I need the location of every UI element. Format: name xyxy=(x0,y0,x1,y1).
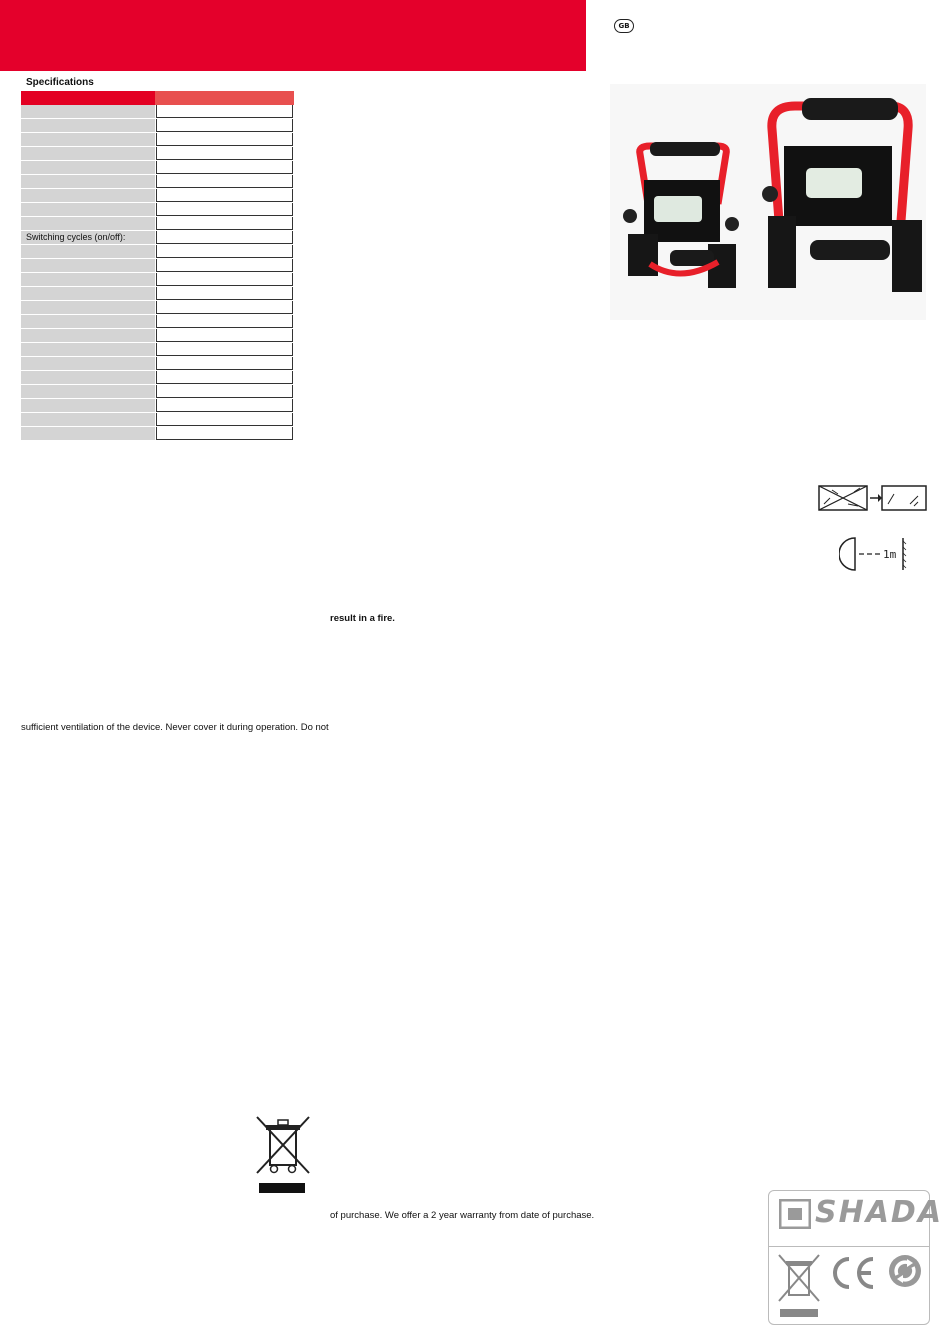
header-cell-right xyxy=(155,91,294,105)
spec-label xyxy=(21,105,155,118)
specifications-table xyxy=(21,91,294,441)
spec-row xyxy=(21,371,294,385)
spec-label xyxy=(21,329,155,342)
spec-value xyxy=(156,189,293,202)
crossed-bin-icon xyxy=(254,1115,312,1195)
spec-row xyxy=(21,105,294,119)
spec-label xyxy=(21,385,155,398)
spec-label xyxy=(21,147,155,160)
spec-value xyxy=(156,203,293,216)
spec-row xyxy=(21,147,294,161)
spec-label xyxy=(21,315,155,328)
spec-label xyxy=(21,427,155,440)
spec-value xyxy=(156,301,293,314)
spec-label xyxy=(21,119,155,132)
spec-row xyxy=(21,343,294,357)
spec-value xyxy=(156,273,293,286)
language-badge: GB xyxy=(614,19,634,33)
spec-value xyxy=(156,245,293,258)
spec-row xyxy=(21,385,294,399)
spec-label xyxy=(21,273,155,286)
spec-value xyxy=(156,413,293,426)
fire-warning-text: result in a fire. xyxy=(330,613,395,624)
spec-value xyxy=(156,385,293,398)
spec-label xyxy=(21,189,155,202)
spec-row xyxy=(21,329,294,343)
header-cell-left xyxy=(21,91,155,105)
spec-label xyxy=(21,217,155,230)
spec-label xyxy=(21,343,155,356)
spec-value xyxy=(156,357,293,370)
spec-label xyxy=(21,371,155,384)
spec-label xyxy=(21,133,155,146)
specifications-title: Specifications xyxy=(26,77,94,88)
spec-value xyxy=(156,105,293,118)
spec-row xyxy=(21,203,294,217)
spec-label: Switching cycles (on/off): xyxy=(21,231,155,244)
spec-row xyxy=(21,231,294,245)
spec-row xyxy=(21,427,294,441)
spec-label xyxy=(21,301,155,314)
logo-divider xyxy=(769,1246,929,1247)
spec-value xyxy=(156,133,293,146)
spec-value xyxy=(156,175,293,188)
spec-row xyxy=(21,301,294,315)
spec-label xyxy=(21,287,155,300)
spec-row xyxy=(21,217,294,231)
ce-mark-icon xyxy=(827,1255,877,1291)
product-photo xyxy=(610,84,926,320)
spec-value xyxy=(156,427,293,440)
spec-label xyxy=(21,399,155,412)
spec-value xyxy=(156,161,293,174)
recycling-icon xyxy=(887,1253,923,1289)
spec-value xyxy=(156,147,293,160)
spec-row xyxy=(21,189,294,203)
spec-value xyxy=(156,371,293,384)
minimum-distance-icon xyxy=(839,537,909,571)
brand-logo-box xyxy=(768,1190,944,1325)
spec-value xyxy=(156,217,293,230)
spec-label xyxy=(21,161,155,174)
spec-row xyxy=(21,273,294,287)
weee-bin-icon xyxy=(777,1253,821,1319)
ventilation-text: sufficient ventilation of the device. Never cover it during operation. Do not xyxy=(21,722,329,733)
spec-label xyxy=(21,175,155,188)
spec-row xyxy=(21,119,294,133)
spec-value xyxy=(156,259,293,272)
spec-row xyxy=(21,259,294,273)
spec-row xyxy=(21,161,294,175)
spec-value xyxy=(156,231,293,244)
distance-label: 1m xyxy=(883,548,897,561)
warranty-text: of purchase. We offer a 2 year warranty from date of purchase. xyxy=(330,1210,595,1221)
shada-logo-text: SHADA xyxy=(815,1195,944,1230)
spec-value xyxy=(156,119,293,132)
spec-row xyxy=(21,315,294,329)
spec-label xyxy=(21,259,155,272)
spec-row xyxy=(21,245,294,259)
spec-value xyxy=(156,287,293,300)
spec-row xyxy=(21,413,294,427)
spec-row xyxy=(21,357,294,371)
spec-value xyxy=(156,343,293,356)
spec-value xyxy=(156,399,293,412)
spec-value xyxy=(156,329,293,342)
header-banner xyxy=(0,0,586,71)
spec-label xyxy=(21,357,155,370)
replace-cracked-glass-icon xyxy=(818,484,928,512)
spec-row xyxy=(21,133,294,147)
spec-value xyxy=(156,315,293,328)
shada-mark-icon xyxy=(779,1199,811,1229)
spec-row xyxy=(21,175,294,189)
specifications-table-header xyxy=(21,91,294,105)
spec-label xyxy=(21,245,155,258)
spec-row xyxy=(21,399,294,413)
spec-row xyxy=(21,287,294,301)
spec-label xyxy=(21,203,155,216)
spec-label xyxy=(21,413,155,426)
